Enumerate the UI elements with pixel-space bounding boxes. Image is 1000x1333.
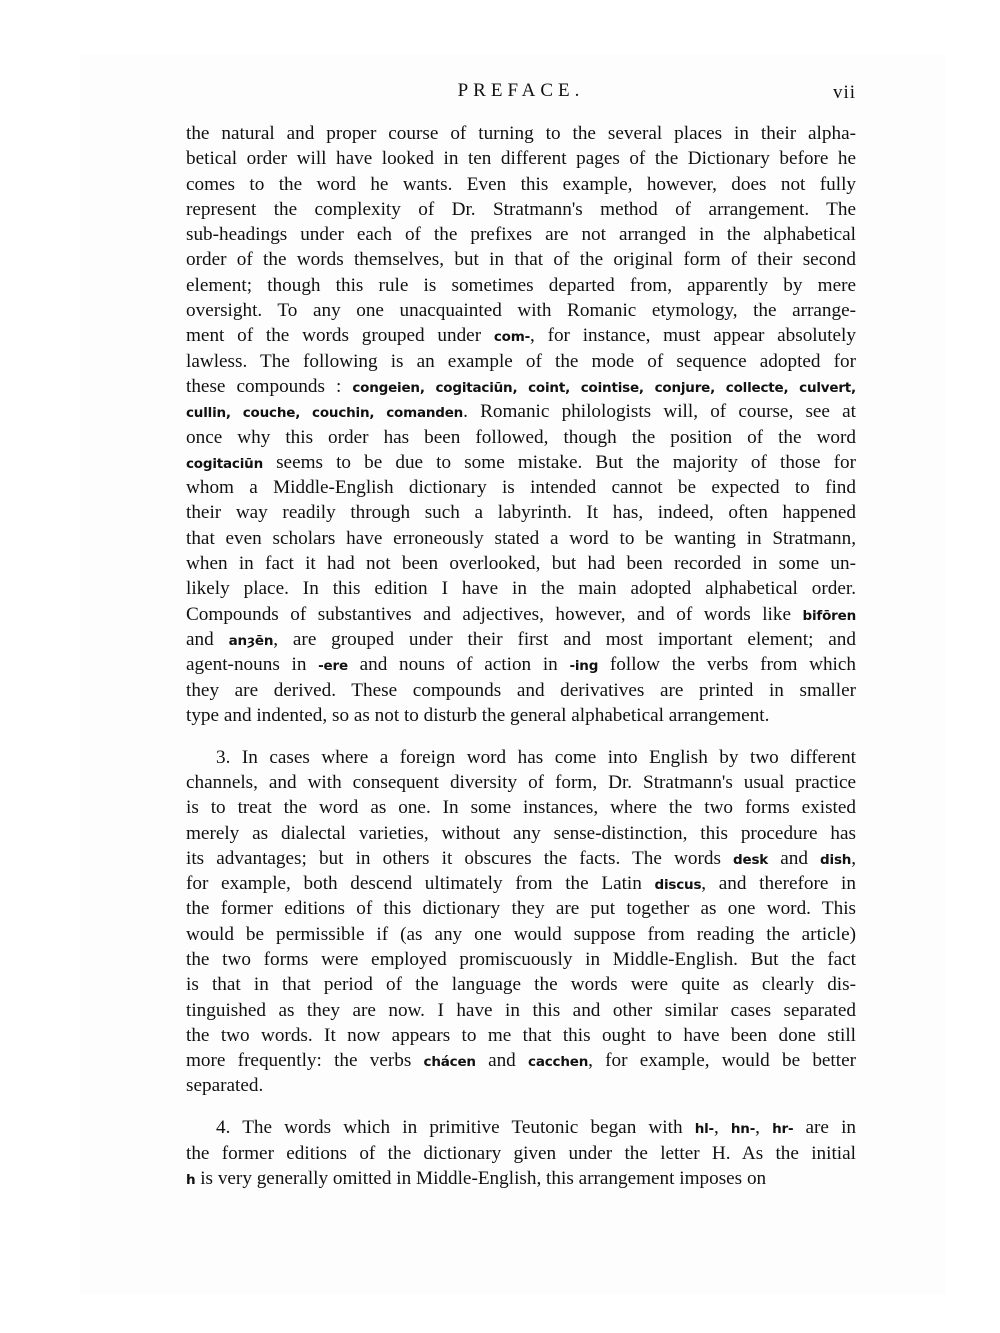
headword: dish — [820, 851, 852, 868]
text-line — [186, 526, 856, 551]
text-run: is very generally omitted in Middle-English, this arrangement imposes on — [195, 1167, 767, 1189]
headword: bifōren — [802, 607, 856, 624]
text-line — [186, 770, 856, 795]
headword: cullin, couche, couchin, comanden — [186, 405, 464, 422]
text-line — [186, 298, 856, 323]
text-run: , are grouped under their first and most important element; and — [273, 628, 856, 650]
text-run: the former editions of the dictionary given under the letter H. As the initial — [186, 1142, 856, 1164]
text-line — [186, 896, 856, 921]
text-run: would be permissible if (as any one would suppose from reading the article) — [186, 923, 856, 945]
text-line — [186, 551, 856, 576]
text-run: the two words. It now appears to me that this ought to have been done still — [186, 1024, 856, 1046]
running-header — [186, 80, 856, 110]
text-line — [186, 576, 856, 601]
text-run: and — [475, 1050, 529, 1072]
text-line — [186, 1166, 856, 1191]
text-run: when in fact it had not been overlooked, but had been recorded in some un- — [186, 553, 856, 575]
text-line — [186, 399, 856, 424]
headword: cogitaciūn — [186, 455, 263, 472]
text-line — [186, 703, 856, 728]
text-run: and nouns of action in — [347, 654, 570, 676]
body-text — [186, 121, 856, 1191]
text-run: , and therefore in — [701, 873, 856, 895]
paragraph — [186, 745, 856, 1099]
text-line — [186, 602, 856, 627]
text-line — [186, 121, 856, 146]
headword: anȝēn — [228, 632, 274, 649]
text-run: likely place. In this edition I have in the main adopted alphabetical order. — [186, 578, 856, 600]
text-run: represent the complexity of Dr. Stratmann's method of arrangement. The — [186, 198, 856, 220]
text-run: 3. In cases where a foreign word has come into English by two different — [216, 746, 856, 768]
text-run: , — [713, 1117, 731, 1139]
paragraph — [186, 121, 856, 728]
text-run: whom a Middle-English dictionary is intended cannot be expected to find — [186, 477, 856, 499]
headword: congeien, cogitaciūn, coint, cointise, conjure, collecte, culvert, — [352, 379, 856, 396]
text-line — [186, 323, 856, 348]
text-run: is to treat the word as one. In some instances, where the two forms existed — [186, 797, 856, 819]
text-run: that even scholars have erroneously stated a word to be wanting in Stratmann, — [186, 527, 856, 549]
text-line — [186, 146, 856, 171]
headword: discus — [654, 877, 702, 894]
text-run: element; though this rule is sometimes departed from, apparently by mere — [186, 274, 856, 296]
text-run: merely as dialectal varieties, without any sense-distinction, this procedure has — [186, 822, 856, 844]
text-run: for example, both descend ultimately from the Latin — [186, 873, 655, 895]
text-run: these compounds : — [186, 375, 353, 397]
text-run: , for example, would be better — [588, 1050, 856, 1072]
text-line — [186, 678, 856, 703]
headword: -ere — [318, 658, 348, 675]
text-run: , for instance, must appear absolutely — [530, 325, 856, 347]
text-line — [186, 627, 856, 652]
text-line — [186, 922, 856, 947]
headword: cacchen — [528, 1054, 589, 1071]
headword: desk — [733, 851, 769, 868]
text-run: oversight. To any one unacquainted with Romanic etymology, the arrange- — [186, 300, 856, 322]
text-line — [186, 349, 856, 374]
text-run: more frequently: the verbs — [186, 1050, 424, 1072]
text-line — [186, 821, 856, 846]
text-line — [186, 795, 856, 820]
text-line — [186, 1073, 856, 1098]
text-line — [186, 1023, 856, 1048]
paragraph — [186, 1115, 856, 1191]
text-line — [186, 1048, 856, 1073]
text-line — [186, 500, 856, 525]
text-run: channels, and with consequent diversity of form, Dr. Stratmann's usual practice — [186, 771, 856, 793]
running-title: PREFACE. — [457, 80, 585, 101]
text-run: . Romanic philologists will, of course, see at — [463, 401, 856, 423]
text-run: betical order will have looked in ten different pages of the Dictionary before he — [186, 148, 856, 170]
page-number: vii — [832, 82, 856, 103]
text-run: comes to the word he wants. Even this example, however, does not fully — [186, 173, 856, 195]
text-run: , — [851, 847, 856, 869]
text-run: tinguished as they are now. I have in this and other similar cases separated — [186, 999, 856, 1021]
text-line — [186, 475, 856, 500]
headword: hr- — [772, 1121, 794, 1138]
text-run: type and indented, so as not to disturb the general alphabetical arrangement. — [186, 704, 770, 726]
text-run: the natural and proper course of turning to the several places in their alpha- — [186, 123, 856, 144]
text-line — [186, 273, 856, 298]
text-run: sub-headings under each of the prefixes are not arranged in the alphabetical — [186, 224, 856, 246]
text-run: , — [755, 1117, 773, 1139]
text-run: once why this order has been followed, though the position of the word — [186, 426, 856, 448]
text-run: agent-nouns in — [186, 654, 319, 676]
text-line — [186, 1141, 856, 1166]
text-run: the former editions of this dictionary they are put together as one word. This — [186, 898, 856, 920]
text-line — [186, 222, 856, 247]
text-run: they are derived. These compounds and derivatives are printed in smaller — [186, 679, 856, 701]
text-run: 4. The words which in primitive Teutonic began with — [216, 1117, 695, 1139]
text-line — [186, 450, 856, 475]
headword: com- — [493, 329, 531, 346]
text-run: its advantages; but in others it obscures the facts. The words — [186, 847, 734, 869]
text-run: Compounds of substantives and adjectives, however, and of words like — [186, 603, 803, 625]
text-line — [186, 871, 856, 896]
text-line — [186, 247, 856, 272]
text-line — [186, 374, 856, 399]
text-run: order of the words themselves, but in that of the original form of their second — [186, 249, 856, 271]
headword: -ing — [569, 658, 599, 675]
text-run: is that in that period of the language the words were quite as clearly dis- — [186, 974, 856, 996]
text-line — [186, 998, 856, 1023]
headword: h — [186, 1171, 196, 1188]
text-run: the two forms were employed promiscuously in Middle-English. But the fact — [186, 949, 856, 970]
text-run: follow the verbs from which — [598, 654, 856, 676]
text-run: and — [186, 628, 229, 650]
text-run: and — [768, 847, 821, 869]
headword: chácen — [423, 1054, 476, 1071]
text-line — [186, 197, 856, 222]
text-run: are in — [793, 1117, 856, 1139]
text-line — [186, 846, 856, 871]
text-line — [186, 745, 856, 770]
headword: hn- — [730, 1121, 756, 1138]
headword: hl- — [694, 1121, 714, 1138]
text-run: seems to be due to some mistake. But the majority of those for — [262, 451, 856, 473]
text-line — [186, 972, 856, 997]
text-run: ment of the words grouped under — [186, 325, 494, 347]
text-line — [186, 425, 856, 450]
text-run: their way readily through such a labyrinth. It has, indeed, often happened — [186, 502, 856, 524]
text-line — [186, 1115, 856, 1140]
text-line — [186, 947, 856, 972]
text-run: lawless. The following is an example of the mode of sequence adopted for — [186, 350, 856, 372]
text-line — [186, 172, 856, 197]
text-line — [186, 652, 856, 677]
text-run: separated. — [186, 1075, 264, 1097]
